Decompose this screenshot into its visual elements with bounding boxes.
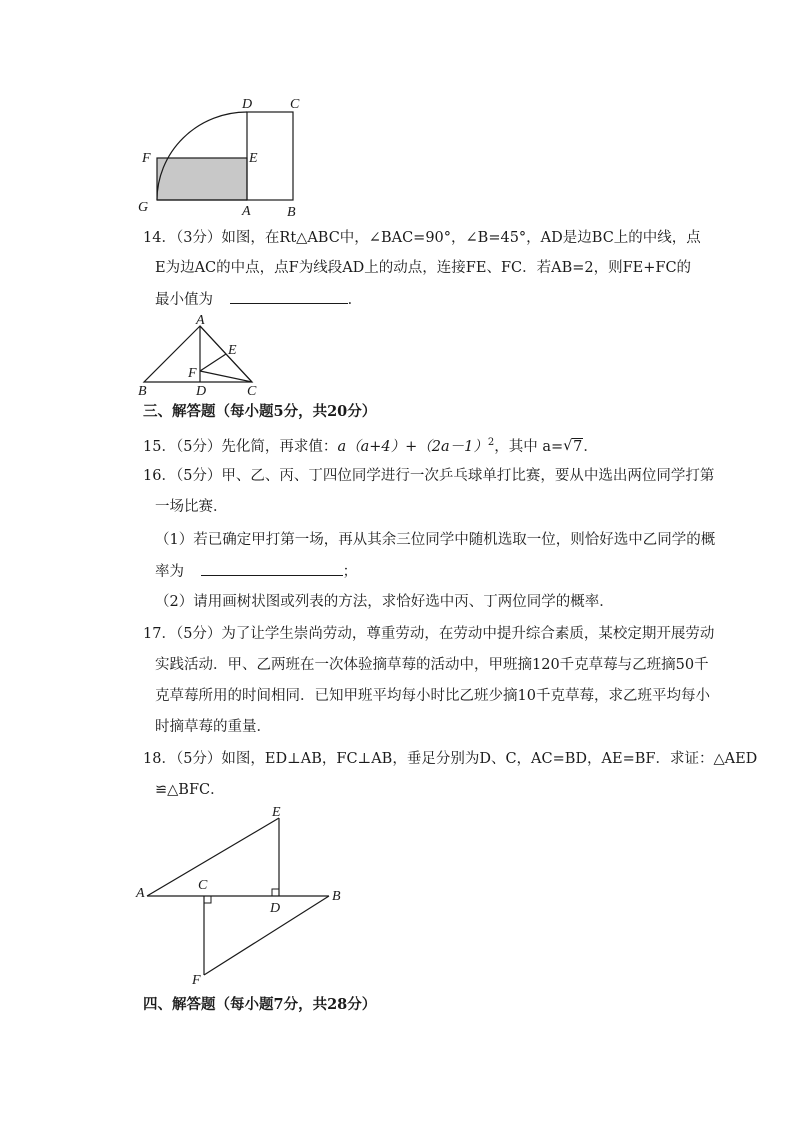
label-F: F [192, 973, 201, 988]
q16-answer-blank[interactable] [201, 561, 343, 576]
label-B: B [287, 205, 296, 220]
figure-q18 [132, 800, 352, 990]
segment-fe [200, 354, 226, 371]
section-4-title: 四、解答题（每小题7分，共28分） [143, 996, 377, 1013]
q16-line3: （1）若已确定甲打第一场，再从其余三位同学中随机选取一位，则恰好选中乙同学的概 [155, 532, 716, 548]
q15-mid: ，其中 a= [494, 438, 564, 455]
label-F: F [142, 151, 151, 166]
q16-line2: 一场比赛． [155, 499, 228, 515]
label-G: G [138, 200, 149, 215]
label-A: A [196, 313, 205, 328]
label-A: A [242, 204, 251, 219]
q14-line1: 14．（3分）如图，在Rt△ABC中，∠BAC=90°，∠B=45°，AD是边BC上的中线，点 [143, 230, 701, 246]
label-E: E [272, 805, 281, 820]
segment-ae [147, 818, 279, 896]
label-B: B [138, 384, 147, 399]
q14-line2: E为边AC的中点，点F为线段AD上的动点，连接FE、FC．若AB=2，则FE+FC的 [155, 260, 692, 276]
q14-line3-end: ． [347, 292, 363, 308]
figure-q13 [130, 95, 310, 220]
q15-radicand: 7 [573, 438, 583, 455]
label-E: E [228, 343, 237, 358]
label-B: B [332, 889, 341, 904]
segment-dc-to-e [200, 326, 252, 382]
label-D: D [196, 384, 207, 399]
label-D: D [242, 97, 253, 112]
shaded-region [157, 158, 247, 200]
sqrt-radical: √ 7 [563, 437, 583, 455]
q16-line4-end: ； [342, 564, 358, 580]
label-E: E [249, 151, 258, 166]
segment-fc [200, 371, 252, 382]
q16-line5: （2）请用画树状图或列表的方法，求恰好选中丙、丁两位同学的概率． [155, 594, 614, 610]
q17-line3: 克草莓所用的时间相同．已知甲班平均每小时比乙班少摘10千克草莓，求乙班平均每小 [155, 688, 710, 704]
q14-answer-blank[interactable] [230, 289, 348, 304]
q14-line3-text: 最小值为 [155, 292, 213, 308]
q18-line2: ≌△BFC． [155, 782, 225, 798]
q14-line3 [155, 289, 695, 310]
q15-prefix: 15．（5分）先化简，再求值： [143, 438, 338, 455]
q17-line4: 时摘草莓的重量． [155, 719, 271, 735]
segment-fb [204, 896, 329, 975]
q16-line4-text: 率为 [155, 564, 184, 580]
label-D: D [270, 901, 281, 916]
q15-end: ． [583, 438, 598, 455]
q15-line [143, 433, 683, 457]
section-3-title: 三、解答题（每小题5分，共20分） [143, 403, 377, 420]
q15-exponent: 2 [487, 437, 495, 448]
label-F: F [188, 366, 197, 381]
label-A: A [136, 886, 145, 901]
label-C: C [290, 97, 300, 112]
q17-line2: 实践活动．甲、乙两班在一次体验摘草莓的活动中，甲班摘120千克草莓与乙班摘50千 [155, 657, 709, 673]
label-C: C [247, 384, 257, 399]
right-angle-c [204, 896, 211, 903]
q16-line4 [155, 561, 695, 582]
q15-expr: a（a+4）+（2a－1） [337, 438, 488, 455]
figure-q14 [134, 314, 264, 400]
q16-line1: 16．（5分）甲、乙、丙、丁四位同学进行一次乒乓球单打比赛，要从中选出两位同学打第 [143, 468, 715, 484]
q18-line1: 18．（5分）如图，ED⊥AB，FC⊥AB，垂足分别为D、C，AC=BD，AE=BF．求证：△AED [143, 751, 758, 767]
right-angle-d [272, 889, 279, 896]
q17-line1: 17．（5分）为了让学生崇尚劳动，尊重劳动，在劳动中提升综合素质，某校定期开展劳动 [143, 626, 715, 642]
label-C: C [198, 878, 208, 893]
